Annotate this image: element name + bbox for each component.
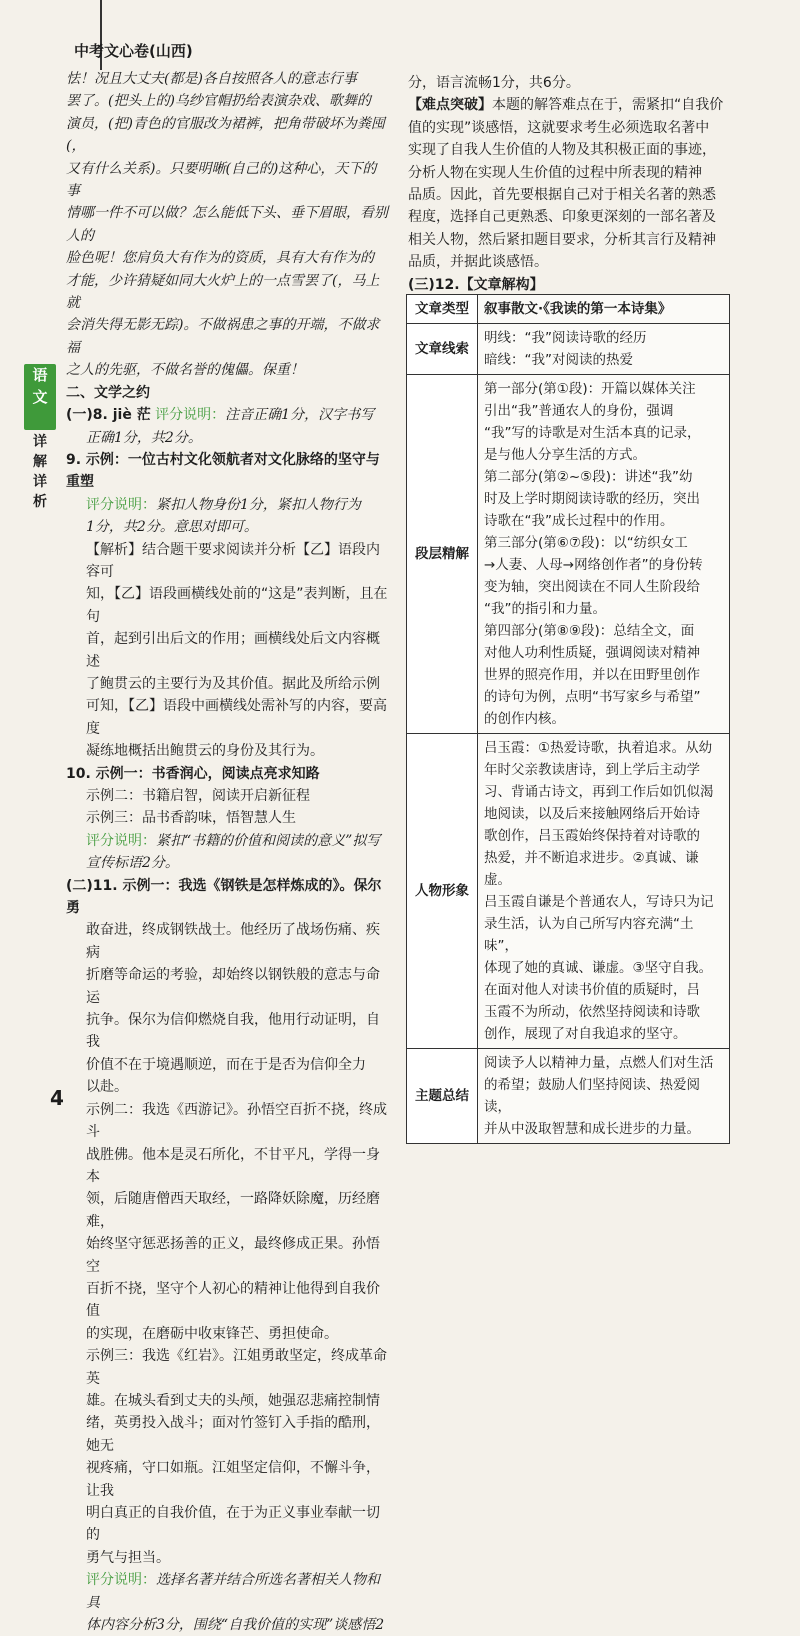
text-line: 领，后随唐僧西天取经，一路降妖除魔，历经磨难， [86, 1191, 380, 1230]
section-label-char-4: 析 [33, 494, 47, 510]
text-line: 始终坚守惩恶扬善的正义，最终修成正果。孙悟空 [86, 1236, 380, 1275]
table-row [407, 1049, 730, 1144]
cell-line: 明线：“我”阅读诗歌的经历 [484, 330, 647, 346]
eval-text: 选择名著并结合所选名著相关人物和具 [86, 1572, 380, 1611]
text-line: 战胜佛。他本是灵石所化，不甘平凡，学得一身本 [86, 1146, 380, 1185]
eval-label: 评分说明： [155, 407, 226, 424]
text-line: 绪，英勇投入战斗；面对竹签钉入手指的酷刑，她无 [86, 1415, 380, 1454]
cell-line: 习、背诵古诗文，再到工作后如饥似渴 [484, 784, 714, 800]
q9-head: 9. 示例：一位古村文化领航者对文化脉络的坚守与重塑 [66, 451, 380, 491]
cell-line: 引出“我”普通农人的身份，强调 [484, 403, 674, 419]
text-line: 怯！况且大丈夫(都是)各自按照各人的意志行事 [66, 71, 357, 87]
cell-line: 录生活，认为自己所写内容充满“土味”， [484, 916, 694, 954]
text-line: 可知，【乙】语段中画横线处需补写的内容，要高度 [86, 698, 387, 737]
text-line: 视疼痛，守口如瓶。江姐坚定信仰，不懈斗争，让我 [86, 1460, 380, 1499]
text-line: 折磨等命运的考验，却始终以钢铁般的意志与命运 [86, 967, 380, 1006]
cell-line: 歌创作，吕玉霞始终保持着对诗歌的 [484, 828, 700, 844]
text-line: 抗争。保尔为信仰燃烧自我，他用行动证明，自我 [86, 1012, 380, 1051]
table-row [407, 295, 730, 324]
cell-line: “我”的指引和力量。 [484, 601, 606, 617]
text-line: 值的实现”谈感悟，这就要求考生必须选取名著中 [408, 119, 710, 136]
text-line: 价值不在于境遇顺逆，而在于是否为信仰全力 [86, 1056, 366, 1073]
section-label-char-2: 解 [33, 454, 47, 470]
q10-head: 10. 示例一：书香润心，阅读点亮求知路 [66, 765, 320, 782]
cell-line: 变为轴，突出阅读在不同人生阶段给 [484, 579, 700, 595]
text-line: 示例三：品书香韵味，悟智慧人生 [86, 810, 296, 827]
cell-line: 是与他人分享生活的方式。 [484, 447, 646, 463]
difficulty-note [408, 94, 738, 116]
q11-answer [66, 875, 390, 1636]
cell-line: 诗歌在“我”成长过程中的作用。 [484, 513, 674, 529]
text-line: 会消失得无影无踪)。不做祸患之事的开端，不做求福 [66, 317, 380, 356]
subject-char-2: 文 [32, 388, 48, 406]
section-label-char-3: 详 [33, 474, 47, 490]
q11-eval [66, 1569, 390, 1614]
eval-label: 评分说明： [86, 832, 156, 849]
text-line: 实现了自我人生价值的人物及其积极正面的事迹， [408, 142, 716, 159]
cell-line: 的创作内核。 [484, 711, 565, 727]
cell-line: →人妻、人母→网络创作者”的身份转 [484, 557, 703, 573]
text-line: 才能，少许猜疑如同大火炉上的一点雪罢了(，马上就 [66, 272, 380, 312]
eval-text: 1分，共2分。意思对即可。 [86, 519, 258, 536]
text-line: 又有什么关系)。只要明晰(自己的)这种心，天下的事 [66, 160, 377, 200]
text-line: 雄。在城头看到丈夫的头颅，她强忍悲痛控制情 [86, 1392, 380, 1409]
table-row [407, 375, 730, 734]
right-column [408, 72, 738, 296]
q8-answer [66, 404, 390, 426]
eval-text: 紧扣人物身份1分，紧扣人物行为 [156, 496, 361, 513]
text-line: 明白真正的自我价值，在于为正义事业奉献一切的 [86, 1505, 380, 1544]
q11-head: (二)11. 示例一：我选《钢铁是怎样炼成的》。保尔勇 [66, 877, 382, 917]
page-number: 4 [50, 1086, 64, 1110]
row-value [478, 295, 730, 324]
q10-eval [66, 830, 390, 852]
row-key: 段层精解 [407, 375, 478, 734]
eval-text: 体内容分析3分，围绕“自我价值的实现”谈感悟2 [86, 1617, 385, 1634]
text-line: 之人的先驱，不做名誉的傀儡。保重！ [66, 362, 304, 379]
text-line: 罢了。(把头上的)乌纱官帽扔给表演杂戏、歌舞的 [66, 93, 371, 110]
cell-line: 体现了她的真诚、谦虚。③坚守自我。 [484, 960, 713, 976]
text-line: 品质，并据此谈感悟。 [408, 254, 548, 271]
row-value [478, 1049, 730, 1144]
text-line: 情哪一件不可以做？怎么能低下头、垂下眉眼，看别人的 [66, 205, 388, 244]
left-column [66, 68, 390, 1636]
text-line: 敢奋进，终成钢铁战士。他经历了战场伤痛、疾病 [86, 922, 380, 961]
subject-char-1: 语 [32, 366, 48, 384]
cell-line: 对他人功利性质疑，强调阅读对精神 [484, 645, 700, 661]
row-key: 文章类型 [407, 295, 478, 324]
text-line: 百折不挠，坚守个人初心的精神让他得到自我价值 [86, 1280, 380, 1320]
text-line: 相关人物，然后紧扣题目要求，分析其言行及精神 [408, 231, 716, 248]
section-label [26, 432, 54, 512]
text-line: 的实现，在磨砺中收束锋芒、勇担使命。 [86, 1325, 338, 1342]
cell-line: 玉霞不为所动，依然坚持阅读和诗歌 [484, 1004, 700, 1020]
page-header: 中考文心卷(山西) [74, 42, 193, 60]
cell-line: 在面对他人对读书价值的质疑时，吕 [484, 982, 700, 998]
text-line: 本题的解答难点在于，需紧扣“自我价 [492, 97, 724, 114]
q8-head: (一)8. jiè 茫 [66, 407, 151, 424]
cell-line: 年时父亲教读唐诗，到上学后主动学 [484, 762, 700, 778]
text-line: 示例二：我选《西游记》。孙悟空百折不挠，终成斗 [86, 1101, 387, 1141]
text-line: 凝练地概括出鲍贯云的身份及其行为。 [86, 743, 324, 760]
cell-line: 吕玉霞自谦是个普通农人，写诗只为记 [484, 894, 714, 910]
q9-eval [66, 494, 390, 516]
cell-line: 的诗句为例，点明“书写家乡与希望” [484, 689, 701, 705]
table-row [407, 734, 730, 1049]
cell-line: “我”写的诗歌是对生活本真的记录， [484, 425, 701, 441]
cell-line: 第四部分(第⑧⑨段)：总结全文，面 [484, 623, 695, 639]
text-line: 以赴。 [86, 1079, 128, 1096]
difficulty-label: 【难点突破】 [408, 97, 492, 114]
cell-line: 阅读予人以精神力量，点燃人们对生活 [484, 1055, 714, 1071]
text-line: 示例二：书籍启智，阅读开启新征程 [86, 788, 310, 804]
eval-text: 紧扣“书籍的价值和阅读的意义”拟写 [156, 832, 381, 849]
eval-text: 正确1分，共2分。 [86, 429, 202, 446]
article-structure-table [406, 294, 730, 1144]
q9-analysis [66, 539, 390, 763]
text-line: 了鲍贯云的主要行为及其价值。据此及所给示例 [86, 675, 380, 692]
row-value [478, 734, 730, 1049]
cell-line: 地阅读，以及后来接触网络后开始诗 [484, 806, 700, 822]
text-line: 示例三：我选《红岩》。江姐勇敢坚定，终成革命英 [86, 1348, 387, 1387]
table-row [407, 324, 730, 375]
row-value [478, 375, 730, 734]
cell-line: 世界的照亮作用，并以在田野里创作 [484, 667, 700, 683]
cell-line: 创作，展现了对自我追求的坚守。 [484, 1026, 687, 1042]
cell-line: 第二部分(第②~⑤段)：讲述“我”幼 [484, 469, 693, 485]
cell-line: 第一部分(第①段)：开篇以媒体关注 [484, 381, 696, 397]
text-line: 知，【乙】语段画横线处前的“这是”表判断，且在句 [86, 586, 388, 625]
section-label-char-1: 详 [33, 434, 47, 450]
text-line: 分析人物在实现人生价值的过程中所表现的精神 [408, 164, 702, 181]
row-key: 人物形象 [407, 734, 478, 1049]
eval-label: 评分说明： [86, 496, 156, 513]
cell-line: 暗线：“我”对阅读的热爱 [484, 352, 633, 368]
eval-text: 注音正确1分，汉字书写 [225, 407, 375, 424]
q12-head: (三)12.【文章解构】 [408, 276, 544, 293]
cell-line: 吕玉霞：①热爱诗歌，执着追求。从幼 [484, 740, 713, 756]
text-line: 脸色呢！您肩负大有作为的资质，具有大有作为的 [66, 250, 374, 267]
text-line: 品质。因此，首先要根据自己对于相关名著的熟悉 [408, 187, 716, 204]
cell-line: 并从中汲取智慧和成长进步的力量。 [484, 1121, 700, 1137]
text-line: 勇气与担当。 [86, 1549, 170, 1566]
q7-translation [66, 68, 390, 382]
cell-line: 时及上学时期阅读诗歌的经历，突出 [484, 491, 700, 507]
row-value [478, 324, 730, 375]
cell-line: 叙事散文·《我读的第一本诗集》 [484, 301, 672, 317]
row-key: 文章线索 [407, 324, 478, 375]
section-heading: 二、文学之约 [66, 384, 150, 401]
text-line: 程度，选择自己更熟悉、印象更深刻的一部名著及 [408, 209, 716, 226]
row-key: 主题总结 [407, 1049, 478, 1144]
cell-line: 的希望；鼓励人们坚持阅读、热爱阅读， [484, 1077, 700, 1115]
text-line: 【解析】结合题干要求阅读并分析【乙】语段内容可 [86, 541, 380, 580]
cell-line: 第三部分(第⑥⑦段)：以“纺织女工 [484, 535, 688, 551]
eval-label: 评分说明： [86, 1572, 156, 1589]
text-line: 首，起到引出后文的作用；画横线处后文内容概述 [86, 631, 380, 670]
text-line: 演员，(把)青色的官服改为裙裤，把角带破坏为粪囤(， [66, 115, 385, 155]
text-line: 分，语言流畅1分，共6分。 [408, 75, 580, 91]
eval-text: 宣传标语2分。 [86, 855, 179, 872]
subject-tab [24, 364, 56, 430]
cell-line: 热爱，并不断追求进步。②真诚、谦虚。 [484, 850, 699, 888]
